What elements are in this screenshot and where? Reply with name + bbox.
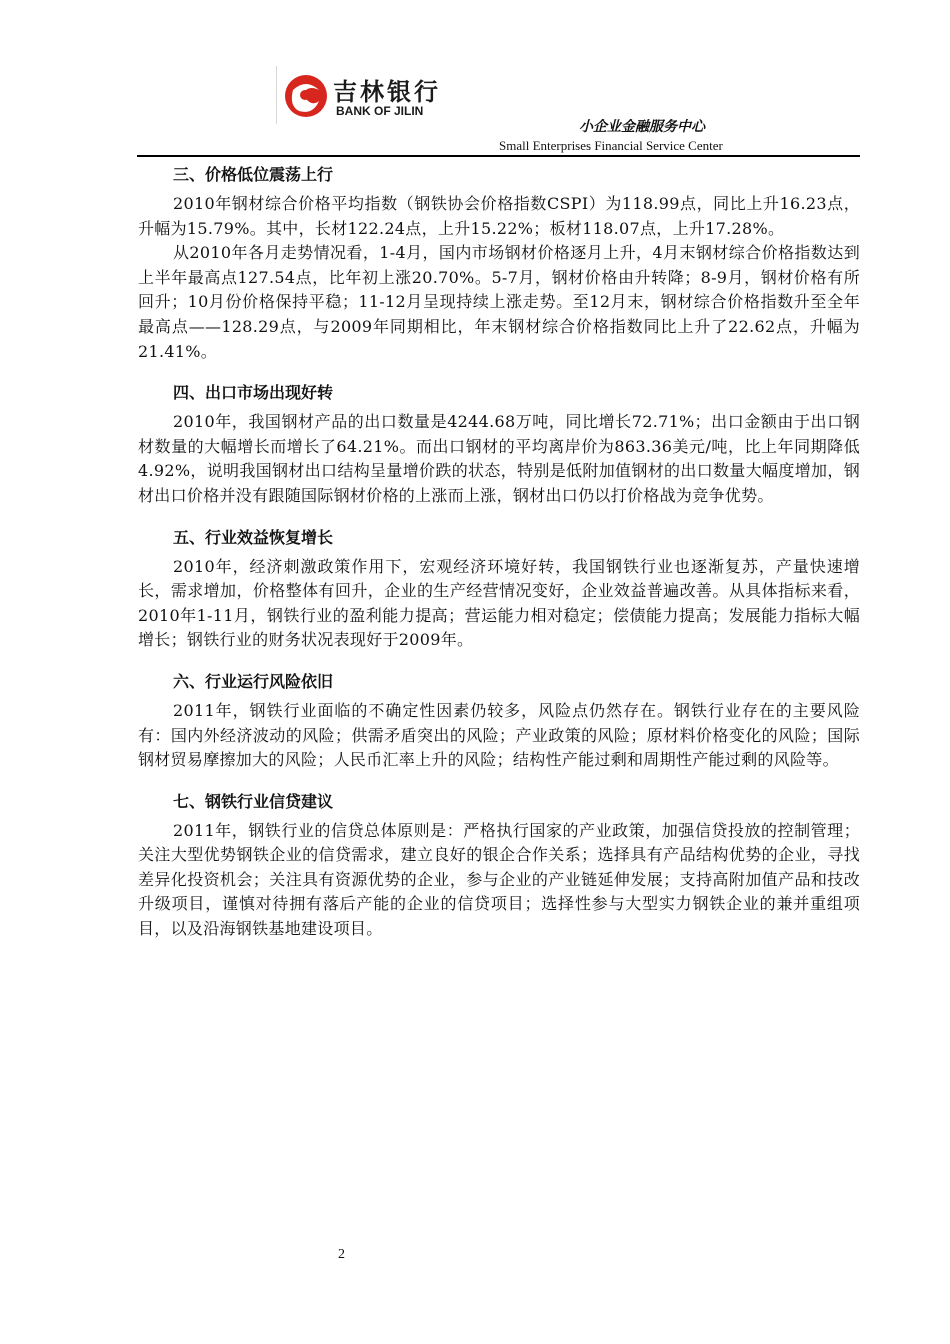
- bank-of-jilin-logo-icon: [283, 73, 329, 119]
- section-export: [138, 380, 860, 508]
- page-number: 2: [338, 1247, 345, 1262]
- section-heading: 五、行业效益恢复增长: [173, 527, 334, 547]
- paragraph: 2010年，我国钢材产品的出口数量是4244.68万吨，同比增长72.71%；出口金额由于出口钢材数量的大幅增长而增长了64.21%。而出口钢材的平均离岸价为863.36美元/吨，比上年同期降低4.92%，说明我国钢材出口结构呈量增价跌的状态，特别是低附加值钢材的出口数量大幅度增加，钢材出口价格并没有跟随国际钢材价格的上涨而上涨，钢材出口仍以打价格战为竞争优势。: [138, 412, 860, 505]
- paragraph: 2010年，经济刺激政策作用下，宏观经济环境好转，我国钢铁行业也逐渐复苏，产量快速增长，需求增加，价格整体有回升，企业的生产经营情况变好，企业效益普遍改善。从具体指标来看，2010年1-11月，钢铁行业的盈利能力提高；营运能力相对稳定；偿债能力提高；发展能力指标大幅增长；钢铁行业的财务状况表现好于2009年。: [138, 556, 860, 650]
- document-body: [138, 162, 860, 958]
- paragraph: 从2010年各月走势情况看，1-4月，国内市场钢材价格逐月上升，4月末钢材综合价格指数达到上半年最高点127.54点，比年初上涨20.70%。5-7月，钢材价格由升转降；8-9月，钢材价格有所回升；10月份价格保持平稳；11-12月呈现持续上涨走势。至12月末，钢材综合价格指数升至全年最高点——128.29点，与2009年同期相比，年末钢材综合价格指数同比上升了22.62点，升幅为21.41%。: [138, 243, 860, 361]
- center-name-cn: 小企业金融服务中心: [579, 119, 705, 135]
- header-rule: [137, 155, 860, 157]
- brand-name-en: BANK OF JILIN: [336, 104, 424, 118]
- section-heading: 三、价格低位震荡上行: [173, 165, 334, 184]
- section-heading: 六、行业运行风险依旧: [173, 671, 334, 691]
- paragraph: 2010年钢材综合价格平均指数（钢铁协会价格指数CSPI）为118.99点，同比上升16.23点，升幅为15.79%。其中，长材122.24点，上升15.22%；板材118.07点，上升17.28%。: [138, 194, 860, 238]
- page-header: [0, 0, 950, 160]
- section-price: [138, 162, 860, 364]
- paragraph: 2011年，钢铁行业的信贷总体原则是：严格执行国家的产业政策，加强信贷投放的控制管理；关注大型优势钢铁企业的信贷需求，建立良好的银企合作关系；选择具有产品结构优势的企业，寻找差异化投资机会；关注具有资源优势的企业，参与企业的产业链延伸发展；支持高附加值产品和技改升级项目，谨慎对待拥有落后产能的企业的信贷项目；选择性参与大型实力钢铁企业的兼并重组项目，以及沿海钢铁基地建设项目。: [138, 820, 860, 939]
- center-name-en: Small Enterprises Financial Service Center: [499, 138, 723, 153]
- section-heading: 四、出口市场出现好转: [173, 383, 334, 403]
- section-risk: [138, 669, 860, 773]
- brand-name-cn: 吉林银行: [333, 78, 441, 106]
- section-profit: [138, 525, 860, 653]
- section-credit: [138, 789, 860, 942]
- header-divider: [276, 66, 277, 124]
- section-heading: 七、钢铁行业信贷建议: [173, 791, 334, 811]
- paragraph: 2011年，钢铁行业面临的不确定性因素仍较多，风险点仍然存在。钢铁行业存在的主要风险有：国内外经济波动的风险；供需矛盾突出的风险；产业政策的风险；原材料价格变化的风险；国际钢材贸易摩擦加大的风险；人民币汇率上升的风险；结构性产能过剩和周期性产能过剩的风险等。: [138, 700, 860, 770]
